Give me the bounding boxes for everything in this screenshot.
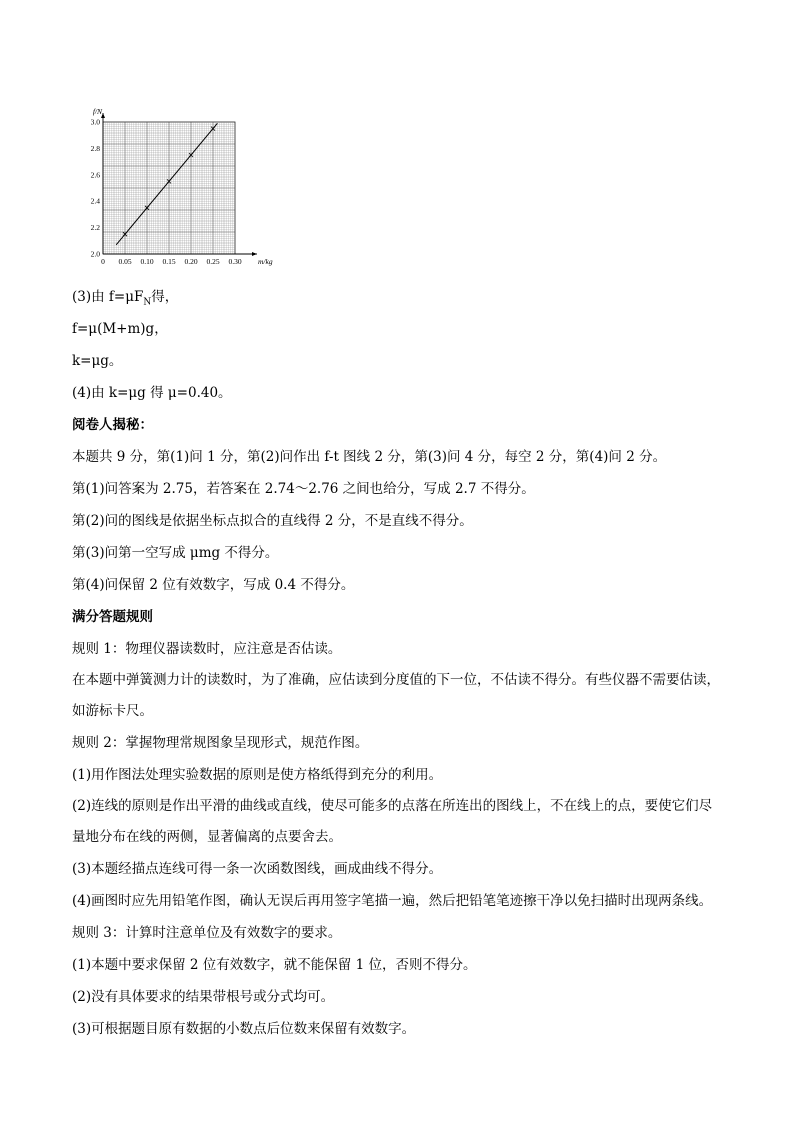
y-tick-label: 2.8	[90, 143, 100, 153]
x-tick-label: 0.10	[140, 257, 154, 266]
answer-line-4: (4)由 k=μg 得 μ=0.40。	[72, 385, 232, 401]
rule-1-title: 规则 1：物理仪器读数时，应注意是否估读。	[72, 641, 342, 657]
chart-grid	[103, 122, 235, 254]
grader-paragraph-2: 第(1)问答案为 2.75，若答案在 2.74～2.76 之间也给分，写成 2.7 不得分。	[72, 481, 535, 497]
y-axis-label: f/N	[92, 108, 102, 116]
x-tick-label: 0.30	[228, 257, 242, 266]
y-tick-label: 2.2	[90, 223, 100, 233]
grader-paragraph-4: 第(3)问第一空写成 μmg 不得分。	[72, 545, 279, 561]
y-tick-label: 2.0	[90, 249, 100, 259]
rule-1-detail: 在本题中弹簧测力计的读数时，为了准确，应估读到分度值的下一位，不估读不得分。有些仪器不需要估读，如游标卡尺。	[72, 672, 720, 719]
section-heading-grader: 阅卷人揭秘：	[72, 417, 153, 433]
answer-line-3c: k=μg。	[72, 353, 123, 369]
f-m-chart	[80, 108, 280, 272]
y-tick-label: 2.4	[90, 196, 100, 206]
answer-line-3b: f=μ(M+m)g，	[72, 321, 168, 337]
y-tick-label: 3.0	[90, 117, 100, 127]
section-heading-rules: 满分答题规则	[72, 609, 153, 625]
answer-3a-text: (3)由 f=μF	[72, 289, 144, 305]
rule-3-title: 规则 3：计算时注意单位及有效数字的要求。	[72, 925, 342, 941]
grader-paragraph-5: 第(4)问保留 2 位有效数字，写成 0.4 不得分。	[72, 577, 355, 593]
rule-2-title: 规则 2：掌握物理常规图象呈现形式，规范作图。	[72, 735, 369, 751]
rule-2-item-2: (2)连线的原则是作出平滑的曲线或直线，使尽可能多的点落在所连出的图线上，不在线上的点，要使它们尽量地分布在线的两侧，显著偏离的点要舍去。	[72, 798, 713, 845]
grader-paragraph-3: 第(2)问的图线是依据坐标点拟合的直线得 2 分，不是直线不得分。	[72, 513, 473, 529]
answer-3a-sub: N	[143, 297, 152, 308]
rule-3-item-1: (1)本题中要求保留 2 位有效数字，就不能保留 1 位，否则不得分。	[72, 957, 477, 973]
x-tick-label: 0.20	[184, 257, 198, 266]
rule-2-item-4: (4)画图时应先用铅笔作图，确认无误后再用签字笔描一遍，然后把铅笔笔迹擦干净以免扫描时出现两条线。	[72, 893, 713, 909]
rule-2-item-1: (1)用作图法处理实验数据的原则是使方格纸得到充分的利用。	[72, 767, 443, 783]
answer-3a-end: 得，	[151, 289, 179, 305]
y-tick-label: 2.6	[90, 170, 100, 180]
x-axis-arrow	[252, 252, 257, 256]
grader-paragraph-1: 本题共 9 分，第(1)问 1 分，第(2)问作出 f-t 图线 2 分，第(3)问 4 分，每空 2 分，第(4)问 2 分。	[72, 449, 667, 465]
rule-3-item-3: (3)可根据题目原有数据的小数点后位数来保留有效数字。	[72, 1021, 416, 1037]
x-tick-label: 0	[101, 257, 105, 266]
rule-3-item-2: (2)没有具体要求的结果带根号或分式均可。	[72, 989, 335, 1005]
x-tick-label: 0.25	[206, 257, 220, 266]
answer-line-3a	[72, 287, 178, 313]
x-axis-label: m/kg	[258, 257, 273, 266]
x-tick-label: 0.15	[162, 257, 176, 266]
x-tick-label: 0.05	[118, 257, 132, 266]
rule-2-item-3: (3)本题经描点连线可得一条一次函数图线，画成曲线不得分。	[72, 861, 443, 877]
